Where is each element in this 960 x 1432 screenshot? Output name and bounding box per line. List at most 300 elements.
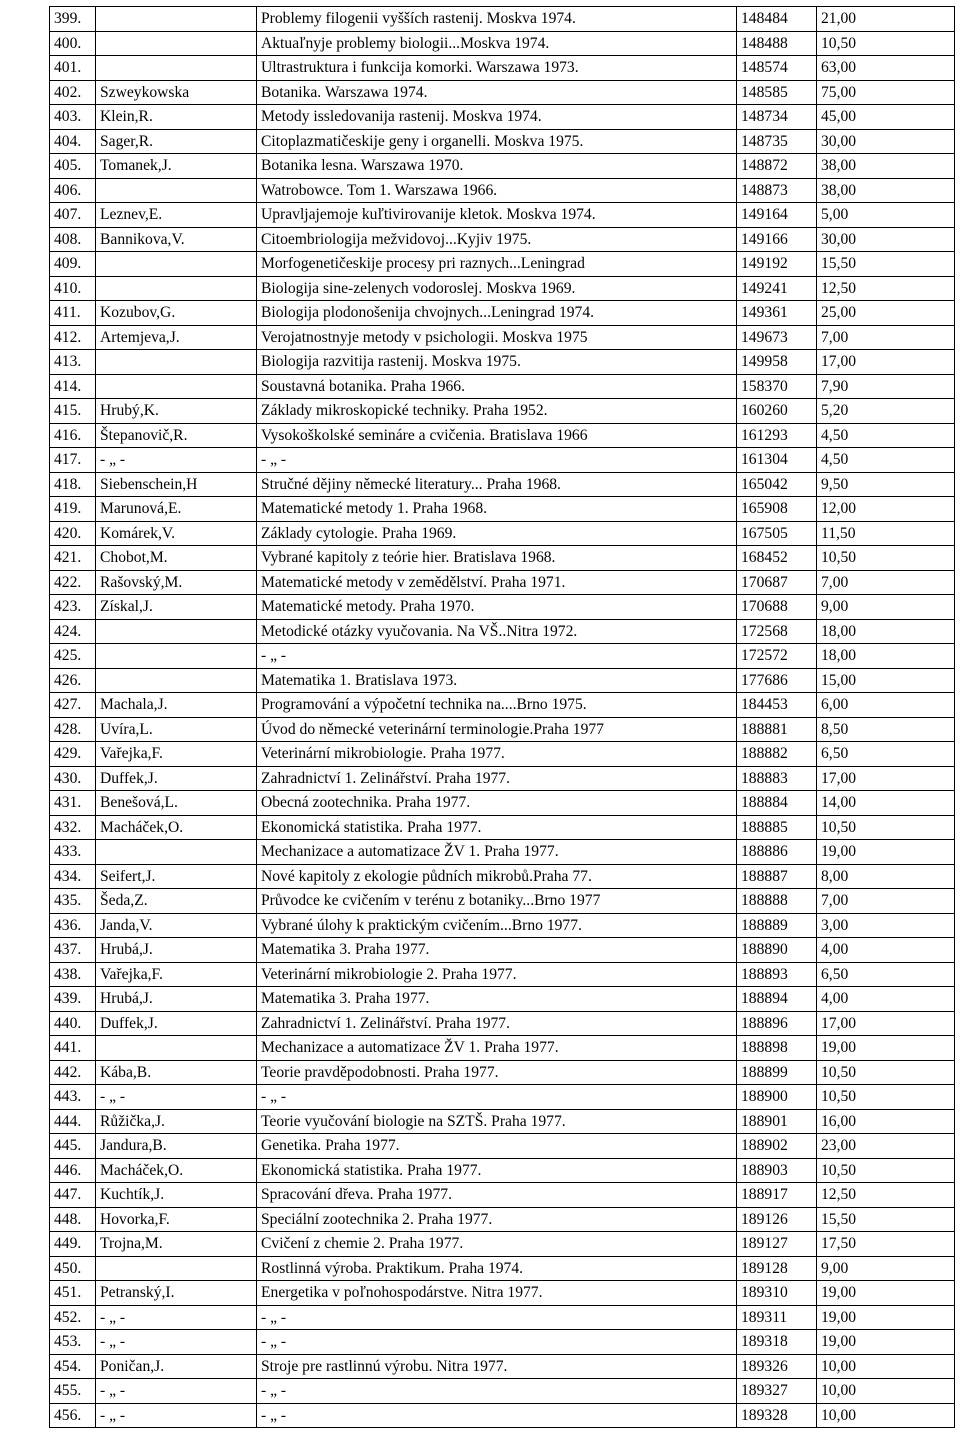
price-cell: 9,50	[817, 472, 955, 497]
row-number: 448.	[50, 1207, 96, 1232]
author-cell: Janda,V.	[96, 913, 257, 938]
author-cell: Duffek,J.	[96, 1011, 257, 1036]
inventory-number-cell: 188896	[737, 1011, 817, 1036]
author-cell	[96, 7, 257, 32]
inventory-number-cell: 149361	[737, 301, 817, 326]
author-cell: Hrubá,J.	[96, 938, 257, 963]
author-cell: Benešová,L.	[96, 791, 257, 816]
row-number: 406.	[50, 178, 96, 203]
price-cell: 17,00	[817, 766, 955, 791]
inventory-number-cell: 189128	[737, 1256, 817, 1281]
title-cell: Teorie pravděpodobnosti. Praha 1977.	[257, 1060, 737, 1085]
row-number: 426.	[50, 668, 96, 693]
row-number: 410.	[50, 276, 96, 301]
author-cell: Chobot,M.	[96, 546, 257, 571]
price-cell: 21,00	[817, 7, 955, 32]
author-cell	[96, 252, 257, 277]
price-cell: 4,50	[817, 423, 955, 448]
author-cell	[96, 644, 257, 669]
inventory-number-cell: 188888	[737, 889, 817, 914]
price-cell: 12,50	[817, 276, 955, 301]
author-cell: Uvíra,L.	[96, 717, 257, 742]
author-cell: - „ -	[96, 1379, 257, 1404]
author-cell	[96, 668, 257, 693]
inventory-number-cell: 148734	[737, 105, 817, 130]
inventory-number-cell: 188894	[737, 987, 817, 1012]
row-number: 451.	[50, 1281, 96, 1306]
inventory-number-cell: 189127	[737, 1232, 817, 1257]
title-cell: Rostlinná výroba. Praktikum. Praha 1974.	[257, 1256, 737, 1281]
row-number: 423.	[50, 595, 96, 620]
inventory-number-cell: 149241	[737, 276, 817, 301]
title-cell: Matematické metody 1. Praha 1968.	[257, 497, 737, 522]
price-cell: 10,50	[817, 546, 955, 571]
catalog-rows	[50, 7, 955, 1428]
price-cell: 10,50	[817, 1085, 955, 1110]
row-number: 455.	[50, 1379, 96, 1404]
price-cell: 15,50	[817, 1207, 955, 1232]
price-cell: 4,00	[817, 938, 955, 963]
title-cell: Speciální zootechnika 2. Praha 1977.	[257, 1207, 737, 1232]
author-cell: - „ -	[96, 1085, 257, 1110]
row-number: 405.	[50, 154, 96, 179]
inventory-number-cell: 177686	[737, 668, 817, 693]
title-cell: - „ -	[257, 1085, 737, 1110]
inventory-number-cell: 148488	[737, 31, 817, 56]
inventory-number-cell: 189311	[737, 1305, 817, 1330]
title-cell: Vysokoškolské semináre a cvičenia. Bratislava 1966	[257, 423, 737, 448]
row-number: 416.	[50, 423, 96, 448]
row-number: 413.	[50, 350, 96, 375]
author-cell: Vařejka,F.	[96, 962, 257, 987]
row-number: 428.	[50, 717, 96, 742]
title-cell: Energetika v poľnohospodárstve. Nitra 1977.	[257, 1281, 737, 1306]
table-row	[50, 766, 955, 791]
author-cell: Jandura,B.	[96, 1134, 257, 1159]
price-cell: 12,00	[817, 497, 955, 522]
title-cell: Matematické metody v zemědělství. Praha 1971.	[257, 570, 737, 595]
catalog-table	[49, 6, 955, 1428]
table-row	[50, 913, 955, 938]
inventory-number-cell: 188901	[737, 1109, 817, 1134]
price-cell: 19,00	[817, 1330, 955, 1355]
author-cell: Kozubov,G.	[96, 301, 257, 326]
inventory-number-cell: 188903	[737, 1158, 817, 1183]
author-cell: - „ -	[96, 1330, 257, 1355]
price-cell: 11,50	[817, 521, 955, 546]
table-row	[50, 1011, 955, 1036]
inventory-number-cell: 188917	[737, 1183, 817, 1208]
author-cell	[96, 276, 257, 301]
author-cell: Machala,J.	[96, 693, 257, 718]
inventory-number-cell: 149673	[737, 325, 817, 350]
title-cell: Veterinární mikrobiologie. Praha 1977.	[257, 742, 737, 767]
price-cell: 17,00	[817, 1011, 955, 1036]
author-cell	[96, 350, 257, 375]
table-row	[50, 399, 955, 424]
title-cell: Matematika 3. Praha 1977.	[257, 987, 737, 1012]
inventory-number-cell: 149164	[737, 203, 817, 228]
row-number: 400.	[50, 31, 96, 56]
author-cell: Macháček,O.	[96, 1158, 257, 1183]
table-row	[50, 276, 955, 301]
table-row	[50, 1158, 955, 1183]
title-cell: Genetika. Praha 1977.	[257, 1134, 737, 1159]
title-cell: Metodické otázky vyučovania. Na VŠ..Nitra 1972.	[257, 619, 737, 644]
author-cell: Rašovský,M.	[96, 570, 257, 595]
title-cell: Průvodce ke cvičením v terénu z botaniky...Brno 1977	[257, 889, 737, 914]
price-cell: 14,00	[817, 791, 955, 816]
inventory-number-cell: 148585	[737, 80, 817, 105]
title-cell: Matematika 3. Praha 1977.	[257, 938, 737, 963]
row-number: 417.	[50, 448, 96, 473]
table-row	[50, 325, 955, 350]
price-cell: 7,00	[817, 889, 955, 914]
inventory-number-cell: 189326	[737, 1354, 817, 1379]
table-row	[50, 1207, 955, 1232]
title-cell: Ekonomická statistika. Praha 1977.	[257, 1158, 737, 1183]
title-cell: Citoembriologija mežvidovoj...Kyjiv 1975.	[257, 227, 737, 252]
table-row	[50, 1330, 955, 1355]
price-cell: 12,50	[817, 1183, 955, 1208]
row-number: 446.	[50, 1158, 96, 1183]
row-number: 420.	[50, 521, 96, 546]
price-cell: 38,00	[817, 154, 955, 179]
title-cell: Matematika 1. Bratislava 1973.	[257, 668, 737, 693]
inventory-number-cell: 158370	[737, 374, 817, 399]
inventory-number-cell: 184453	[737, 693, 817, 718]
title-cell: Ultrastruktura i funkcija komorki. Warszawa 1973.	[257, 56, 737, 81]
table-row	[50, 1134, 955, 1159]
author-cell: Szweykowska	[96, 80, 257, 105]
price-cell: 19,00	[817, 1036, 955, 1061]
inventory-number-cell: 168452	[737, 546, 817, 571]
price-cell: 10,00	[817, 1354, 955, 1379]
inventory-number-cell: 148484	[737, 7, 817, 32]
inventory-number-cell: 160260	[737, 399, 817, 424]
author-cell: Seifert,J.	[96, 864, 257, 889]
row-number: 414.	[50, 374, 96, 399]
row-number: 402.	[50, 80, 96, 105]
title-cell: Vybrané kapitoly z teórie hier. Bratislava 1968.	[257, 546, 737, 571]
row-number: 412.	[50, 325, 96, 350]
table-row	[50, 80, 955, 105]
title-cell: Morfogenetičeskije procesy pri raznych...Leningrad	[257, 252, 737, 277]
title-cell: Upravljajemoje kuľtivirovanije kletok. Moskva 1974.	[257, 203, 737, 228]
author-cell	[96, 178, 257, 203]
title-cell: Verojatnostnyje metody v psichologii. Moskva 1975	[257, 325, 737, 350]
table-row	[50, 1060, 955, 1085]
table-row	[50, 1109, 955, 1134]
row-number: 415.	[50, 399, 96, 424]
author-cell: Hovorka,F.	[96, 1207, 257, 1232]
title-cell: Metody issledovanija rastenij. Moskva 1974.	[257, 105, 737, 130]
title-cell: - „ -	[257, 644, 737, 669]
inventory-number-cell: 165908	[737, 497, 817, 522]
inventory-number-cell: 170688	[737, 595, 817, 620]
row-number: 440.	[50, 1011, 96, 1036]
price-cell: 23,00	[817, 1134, 955, 1159]
price-cell: 25,00	[817, 301, 955, 326]
table-row	[50, 1305, 955, 1330]
table-row	[50, 619, 955, 644]
price-cell: 16,00	[817, 1109, 955, 1134]
price-cell: 4,00	[817, 987, 955, 1012]
inventory-number-cell: 188890	[737, 938, 817, 963]
price-cell: 10,00	[817, 1379, 955, 1404]
row-number: 401.	[50, 56, 96, 81]
author-cell: Růžička,J.	[96, 1109, 257, 1134]
inventory-number-cell: 161304	[737, 448, 817, 473]
row-number: 419.	[50, 497, 96, 522]
inventory-number-cell: 149192	[737, 252, 817, 277]
row-number: 399.	[50, 7, 96, 32]
row-number: 425.	[50, 644, 96, 669]
price-cell: 63,00	[817, 56, 955, 81]
price-cell: 18,00	[817, 619, 955, 644]
row-number: 454.	[50, 1354, 96, 1379]
price-cell: 9,00	[817, 595, 955, 620]
table-row	[50, 864, 955, 889]
table-row	[50, 1085, 955, 1110]
inventory-number-cell: 148574	[737, 56, 817, 81]
table-row	[50, 815, 955, 840]
price-cell: 3,00	[817, 913, 955, 938]
author-cell: Štepanovič,R.	[96, 423, 257, 448]
price-cell: 10,50	[817, 31, 955, 56]
table-row	[50, 154, 955, 179]
author-cell: Získal,J.	[96, 595, 257, 620]
title-cell: Watrobowce. Tom 1. Warszawa 1966.	[257, 178, 737, 203]
price-cell: 30,00	[817, 227, 955, 252]
row-number: 422.	[50, 570, 96, 595]
inventory-number-cell: 189318	[737, 1330, 817, 1355]
table-row	[50, 56, 955, 81]
price-cell: 19,00	[817, 840, 955, 865]
price-cell: 17,50	[817, 1232, 955, 1257]
inventory-number-cell: 188902	[737, 1134, 817, 1159]
row-number: 408.	[50, 227, 96, 252]
title-cell: Biologija sine-zelenych vodoroslej. Moskva 1969.	[257, 276, 737, 301]
row-number: 436.	[50, 913, 96, 938]
price-cell: 6,50	[817, 742, 955, 767]
title-cell: Základy cytologie. Praha 1969.	[257, 521, 737, 546]
table-row	[50, 497, 955, 522]
row-number: 434.	[50, 864, 96, 889]
row-number: 432.	[50, 815, 96, 840]
title-cell: Biologija plodonošenija chvojnych...Leningrad 1974.	[257, 301, 737, 326]
inventory-number-cell: 188887	[737, 864, 817, 889]
price-cell: 45,00	[817, 105, 955, 130]
row-number: 452.	[50, 1305, 96, 1330]
inventory-number-cell: 148735	[737, 129, 817, 154]
author-cell: Trojna,M.	[96, 1232, 257, 1257]
row-number: 404.	[50, 129, 96, 154]
title-cell: Cvičení z chemie 2. Praha 1977.	[257, 1232, 737, 1257]
title-cell: Zahradnictví 1. Zelinářství. Praha 1977.	[257, 1011, 737, 1036]
title-cell: Programování a výpočetní technika na....Brno 1975.	[257, 693, 737, 718]
inventory-number-cell: 188889	[737, 913, 817, 938]
title-cell: Teorie vyučování biologie na SZTŠ. Praha 1977.	[257, 1109, 737, 1134]
price-cell: 6,00	[817, 693, 955, 718]
inventory-number-cell: 165042	[737, 472, 817, 497]
table-row	[50, 962, 955, 987]
author-cell: Šeda,Z.	[96, 889, 257, 914]
author-cell: - „ -	[96, 1305, 257, 1330]
author-cell: Leznev,E.	[96, 203, 257, 228]
inventory-number-cell: 188893	[737, 962, 817, 987]
table-row	[50, 472, 955, 497]
table-row	[50, 938, 955, 963]
table-row	[50, 644, 955, 669]
price-cell: 9,00	[817, 1256, 955, 1281]
title-cell: - „ -	[257, 1379, 737, 1404]
table-row	[50, 1183, 955, 1208]
inventory-number-cell: 148873	[737, 178, 817, 203]
table-row	[50, 129, 955, 154]
author-cell: Marunová,E.	[96, 497, 257, 522]
table-row	[50, 1354, 955, 1379]
price-cell: 10,00	[817, 1403, 955, 1428]
price-cell: 10,50	[817, 1158, 955, 1183]
row-number: 438.	[50, 962, 96, 987]
row-number: 430.	[50, 766, 96, 791]
price-cell: 15,50	[817, 252, 955, 277]
author-cell	[96, 619, 257, 644]
inventory-number-cell: 189327	[737, 1379, 817, 1404]
table-row	[50, 7, 955, 32]
row-number: 433.	[50, 840, 96, 865]
price-cell: 75,00	[817, 80, 955, 105]
title-cell: Mechanizace a automatizace ŽV 1. Praha 1977.	[257, 840, 737, 865]
author-cell: Hrubý,K.	[96, 399, 257, 424]
author-cell: Poničan,J.	[96, 1354, 257, 1379]
author-cell: Hrubá,J.	[96, 987, 257, 1012]
row-number: 424.	[50, 619, 96, 644]
author-cell: Petranský,I.	[96, 1281, 257, 1306]
title-cell: Veterinární mikrobiologie 2. Praha 1977.	[257, 962, 737, 987]
title-cell: Biologija razvitija rastenij. Moskva 1975.	[257, 350, 737, 375]
author-cell: Klein,R.	[96, 105, 257, 130]
inventory-number-cell: 188884	[737, 791, 817, 816]
table-row	[50, 252, 955, 277]
author-cell: Kába,B.	[96, 1060, 257, 1085]
title-cell: Stroje pre rastlinnú výrobu. Nitra 1977.	[257, 1354, 737, 1379]
inventory-number-cell: 172568	[737, 619, 817, 644]
title-cell: Mechanizace a automatizace ŽV 1. Praha 1977.	[257, 1036, 737, 1061]
table-row	[50, 203, 955, 228]
row-number: 445.	[50, 1134, 96, 1159]
author-cell	[96, 31, 257, 56]
author-cell: - „ -	[96, 448, 257, 473]
table-row	[50, 448, 955, 473]
table-row	[50, 742, 955, 767]
inventory-number-cell: 188886	[737, 840, 817, 865]
inventory-number-cell: 189328	[737, 1403, 817, 1428]
price-cell: 19,00	[817, 1281, 955, 1306]
author-cell	[96, 1256, 257, 1281]
title-cell: Zahradnictví 1. Zelinářství. Praha 1977.	[257, 766, 737, 791]
inventory-number-cell: 188881	[737, 717, 817, 742]
row-number: 427.	[50, 693, 96, 718]
author-cell: Tomanek,J.	[96, 154, 257, 179]
table-row	[50, 374, 955, 399]
table-row	[50, 521, 955, 546]
title-cell: - „ -	[257, 1305, 737, 1330]
table-row	[50, 31, 955, 56]
row-number: 409.	[50, 252, 96, 277]
row-number: 449.	[50, 1232, 96, 1257]
price-cell: 10,50	[817, 1060, 955, 1085]
inventory-number-cell: 189126	[737, 1207, 817, 1232]
inventory-number-cell: 149958	[737, 350, 817, 375]
price-cell: 17,00	[817, 350, 955, 375]
table-row	[50, 301, 955, 326]
price-cell: 8,00	[817, 864, 955, 889]
title-cell: Úvod do německé veterinární terminologie.Praha 1977	[257, 717, 737, 742]
title-cell: Vybrané úlohy k praktickým cvičením...Brno 1977.	[257, 913, 737, 938]
table-row	[50, 423, 955, 448]
row-number: 411.	[50, 301, 96, 326]
inventory-number-cell: 172572	[737, 644, 817, 669]
inventory-number-cell: 188883	[737, 766, 817, 791]
row-number: 418.	[50, 472, 96, 497]
row-number: 444.	[50, 1109, 96, 1134]
row-number: 429.	[50, 742, 96, 767]
table-row	[50, 546, 955, 571]
table-row	[50, 1232, 955, 1257]
price-cell: 19,00	[817, 1305, 955, 1330]
inventory-number-cell: 170687	[737, 570, 817, 595]
table-row	[50, 987, 955, 1012]
inventory-number-cell: 188899	[737, 1060, 817, 1085]
row-number: 450.	[50, 1256, 96, 1281]
price-cell: 4,50	[817, 448, 955, 473]
price-cell: 7,00	[817, 325, 955, 350]
table-row	[50, 1379, 955, 1404]
table-row	[50, 227, 955, 252]
title-cell: Základy mikroskopické techniky. Praha 1952.	[257, 399, 737, 424]
price-cell: 5,00	[817, 203, 955, 228]
author-cell: Bannikova,V.	[96, 227, 257, 252]
row-number: 435.	[50, 889, 96, 914]
author-cell	[96, 1036, 257, 1061]
price-cell: 10,50	[817, 815, 955, 840]
table-row	[50, 791, 955, 816]
inventory-number-cell: 188885	[737, 815, 817, 840]
inventory-number-cell: 148872	[737, 154, 817, 179]
row-number: 431.	[50, 791, 96, 816]
row-number: 442.	[50, 1060, 96, 1085]
inventory-number-cell: 188882	[737, 742, 817, 767]
table-row	[50, 570, 955, 595]
title-cell: Botanika. Warszawa 1974.	[257, 80, 737, 105]
inventory-number-cell: 161293	[737, 423, 817, 448]
price-cell: 7,90	[817, 374, 955, 399]
author-cell	[96, 56, 257, 81]
row-number: 421.	[50, 546, 96, 571]
author-cell: Vařejka,F.	[96, 742, 257, 767]
inventory-number-cell: 167505	[737, 521, 817, 546]
title-cell: Nové kapitoly z ekologie půdních mikrobů.Praha 77.	[257, 864, 737, 889]
table-row	[50, 178, 955, 203]
title-cell: - „ -	[257, 1403, 737, 1428]
title-cell: Citoplazmatičeskije geny i organelli. Moskva 1975.	[257, 129, 737, 154]
table-row	[50, 668, 955, 693]
price-cell: 18,00	[817, 644, 955, 669]
title-cell: Obecná zootechnika. Praha 1977.	[257, 791, 737, 816]
table-row	[50, 595, 955, 620]
